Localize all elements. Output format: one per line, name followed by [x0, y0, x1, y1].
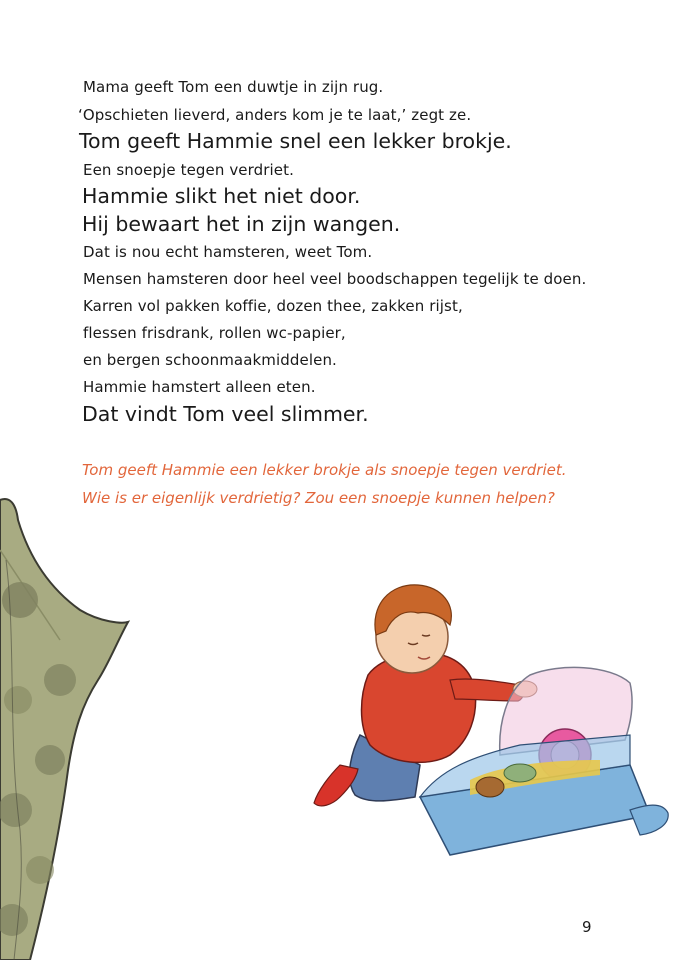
- story-line: Dat is nou echt hamsteren, weet Tom.: [83, 243, 373, 261]
- green-bag-illustration: [0, 490, 140, 960]
- story-line: Dat vindt Tom veel slimmer.: [82, 402, 369, 426]
- story-line: en bergen schoonmaakmiddelen.: [83, 351, 337, 369]
- story-line: Mama geeft Tom een duwtje in zijn rug.: [83, 78, 384, 96]
- story-line: Hammie hamstert alleen eten.: [83, 378, 316, 396]
- story-line: Karren vol pakken koffie, dozen thee, zakken rijst,: [83, 297, 463, 315]
- story-line: flessen frisdrank, rollen wc-papier,: [83, 324, 346, 342]
- story-line: Hammie slikt het niet door.: [82, 184, 361, 208]
- story-line: Een snoepje tegen verdriet.: [83, 161, 294, 179]
- story-line: Tom geeft Hammie snel een lekker brokje.: [79, 129, 512, 153]
- discussion-question: Tom geeft Hammie een lekker brokje als snoepje tegen verdriet.: [82, 461, 567, 479]
- page-number: 9: [582, 918, 592, 936]
- story-line: Mensen hamsteren door heel veel boodschappen tegelijk te doen.: [83, 270, 587, 288]
- story-line: ‘Opschieten lieverd, anders kom je te laat,’ zegt ze.: [78, 106, 472, 124]
- discussion-question: Wie is er eigenlijk verdrietig? Zou een snoepje kunnen helpen?: [82, 489, 555, 507]
- boy-with-hamster-cage-illustration: [300, 565, 670, 875]
- story-line: Hij bewaart het in zijn wangen.: [82, 212, 401, 236]
